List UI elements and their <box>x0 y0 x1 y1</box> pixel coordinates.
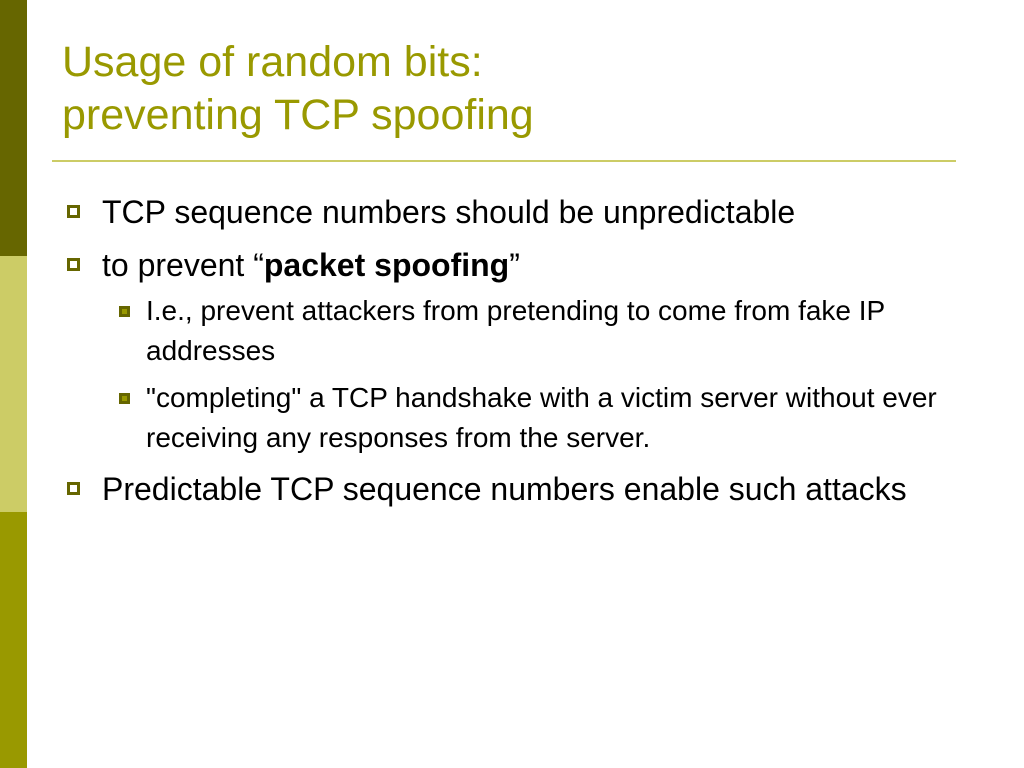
bullet-list <box>62 190 962 520</box>
hollow-square-bullet-icon <box>67 205 80 218</box>
filled-square-bullet-icon <box>119 306 130 317</box>
hollow-square-bullet-icon <box>67 258 80 271</box>
bullet-item-2-bold: packet spoofing <box>263 247 510 283</box>
slide-title <box>62 36 962 142</box>
bullet-item-1-text: TCP sequence numbers should be unpredictable <box>102 194 796 230</box>
sub-bullet-item-1-text: I.e., prevent attackers from pretending to come from fake IP addresses <box>146 295 885 366</box>
bullet-item-1 <box>62 190 962 234</box>
filled-square-bullet-icon <box>119 393 130 404</box>
bullet-item-3 <box>62 467 962 511</box>
bullet-item-2 <box>62 243 962 458</box>
title-line-2: preventing TCP spoofing <box>62 91 534 139</box>
left-stripe-top <box>0 0 27 256</box>
title-line-1: Usage of random bits: <box>62 38 483 86</box>
bullet-item-2-prefix: to prevent “ <box>102 247 264 283</box>
hollow-square-bullet-icon <box>67 482 80 495</box>
bullet-item-2-suffix: ” <box>509 247 520 283</box>
sub-bullet-item-1 <box>102 291 962 371</box>
bullet-item-3-text: Predictable TCP sequence numbers enable such attacks <box>102 471 907 507</box>
sub-bullet-item-2 <box>102 378 962 458</box>
sub-bullet-list <box>102 291 962 458</box>
title-divider <box>52 160 956 162</box>
sub-bullet-item-2-text: "completing" a TCP handshake with a victim server without ever receiving any responses from the server. <box>146 382 937 453</box>
left-stripe-bottom <box>0 512 27 768</box>
left-stripe-middle <box>0 256 27 512</box>
